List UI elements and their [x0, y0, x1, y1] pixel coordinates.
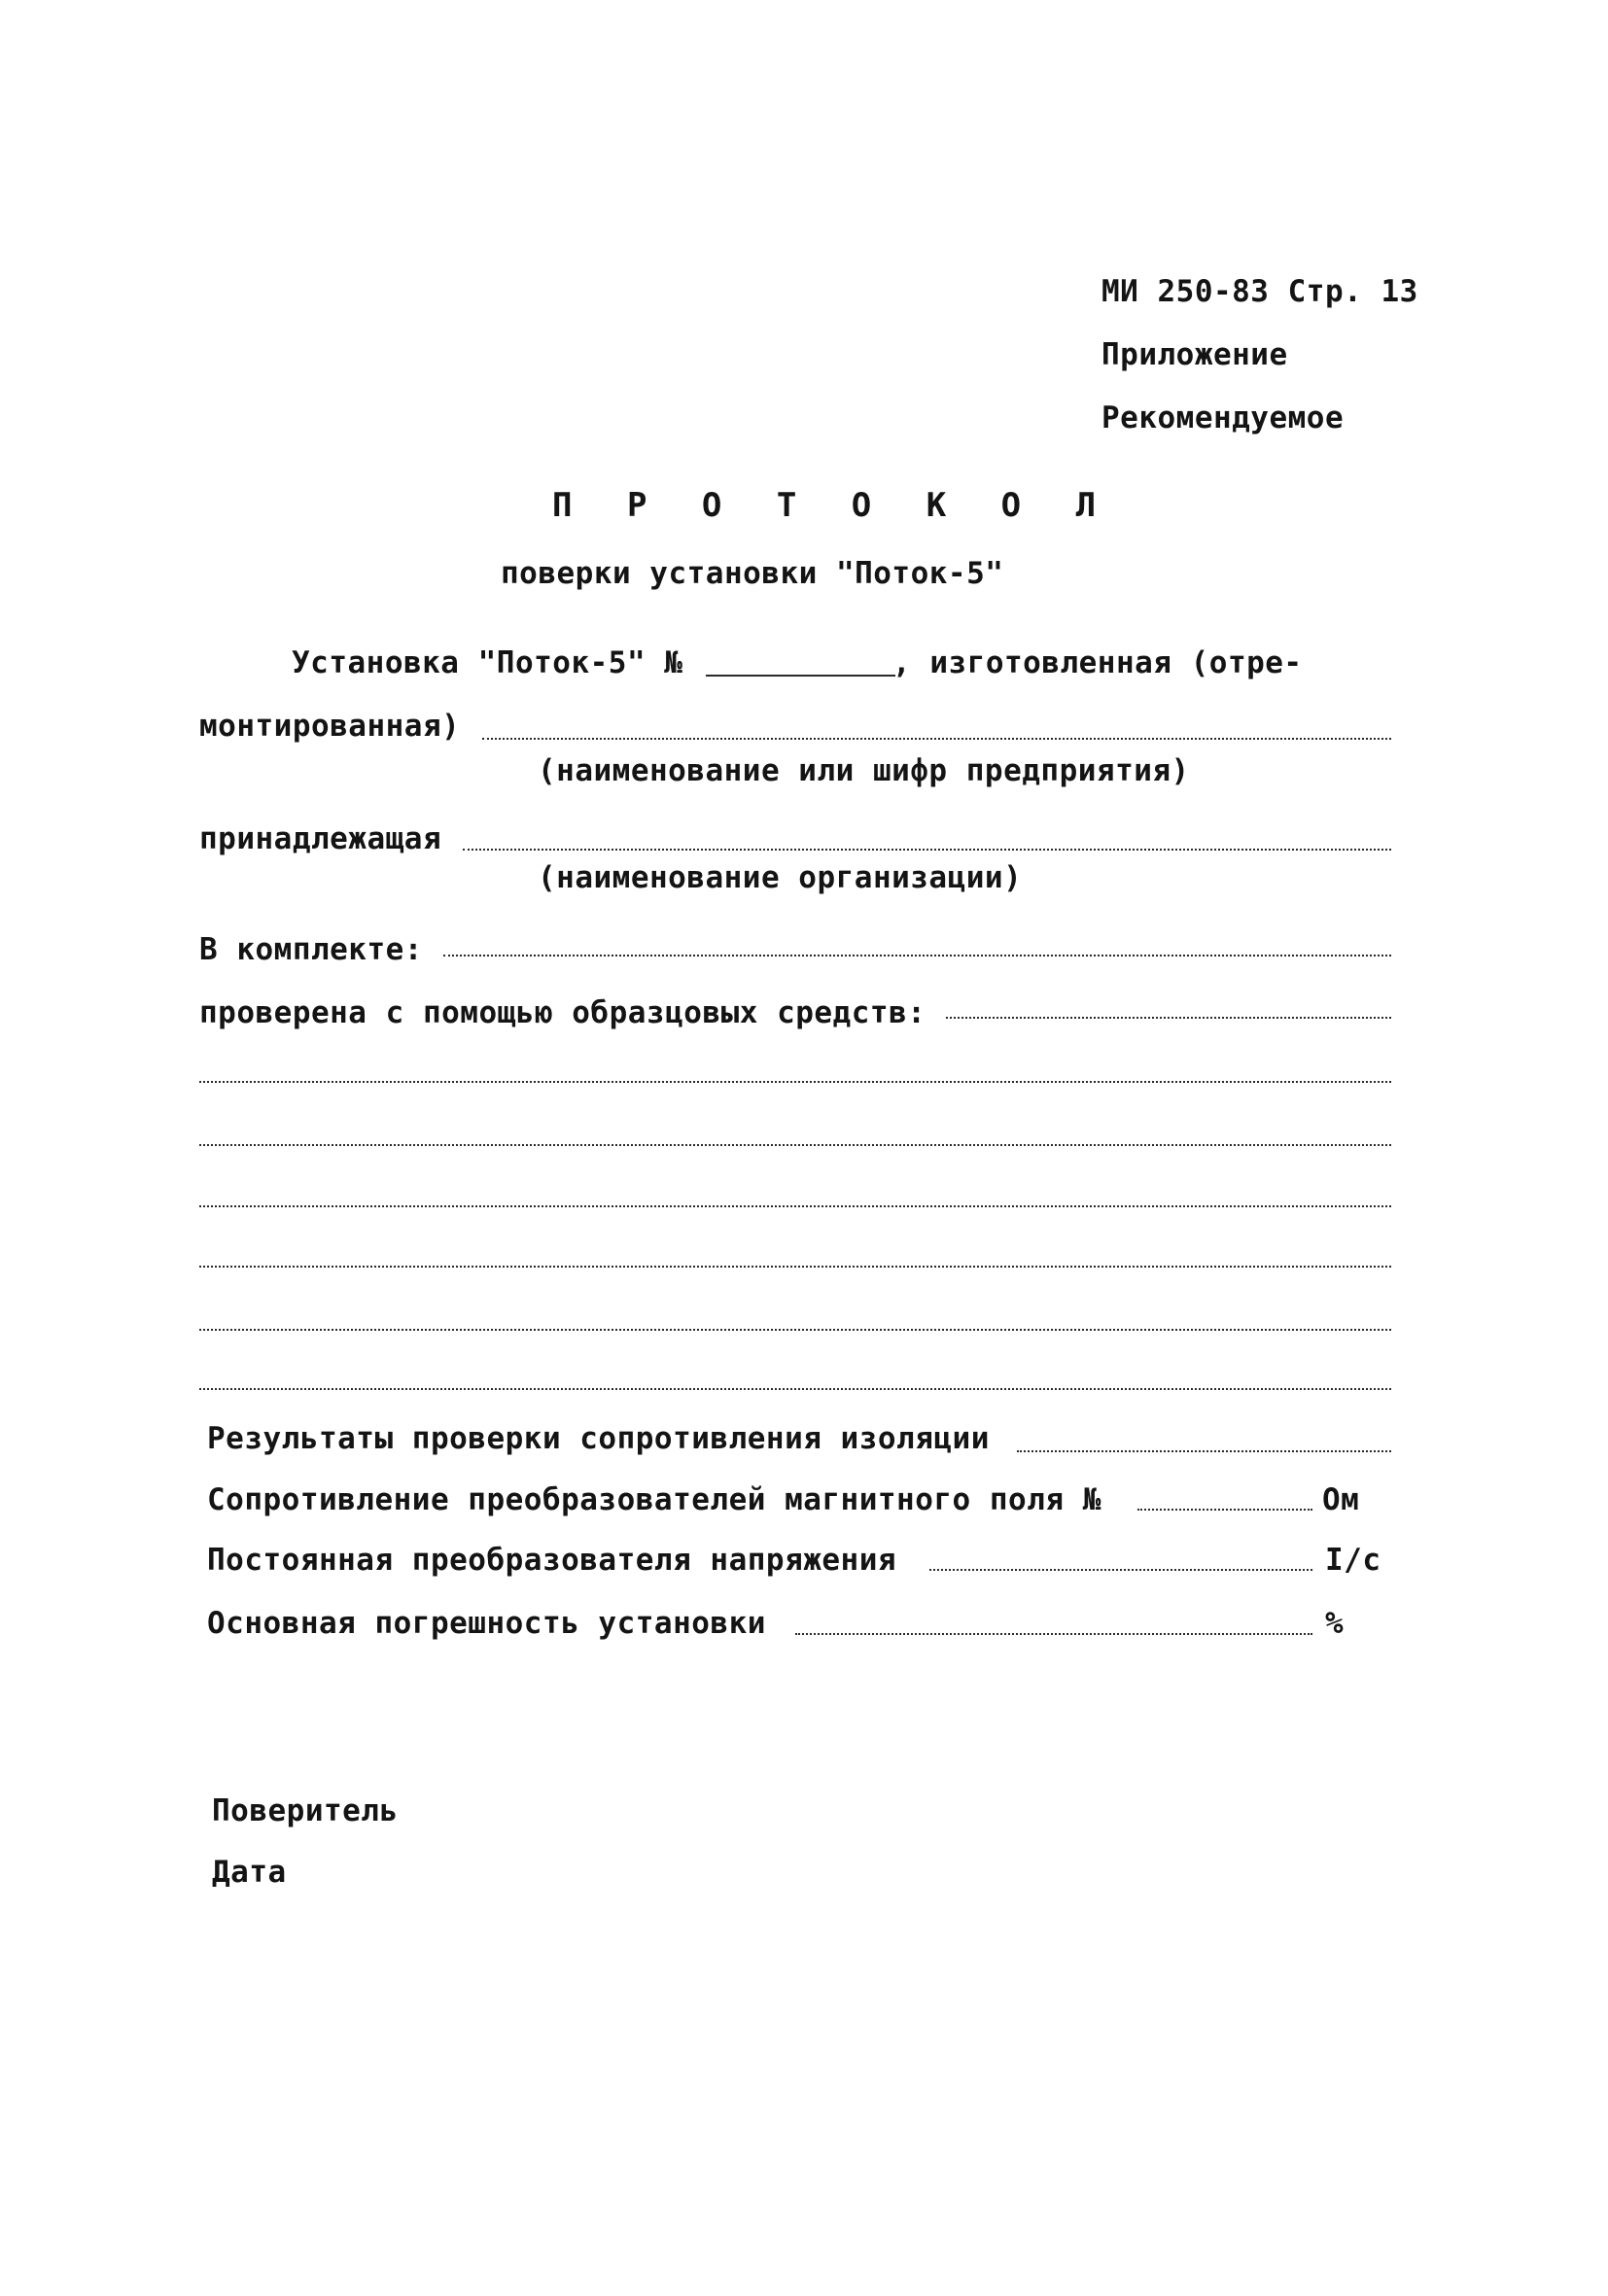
checked-field[interactable] — [946, 1017, 1391, 1019]
repaired-label: монтированная) — [199, 709, 461, 744]
blank-line[interactable] — [199, 1329, 1391, 1331]
constant-unit: I/c — [1325, 1543, 1381, 1578]
constant-label: Постоянная преобразователя напряжения — [207, 1543, 897, 1578]
enterprise-hint: (наименование или шифр предприятия) — [538, 753, 1190, 788]
document-title: П Р О Т О К О Л — [552, 486, 1114, 525]
resistance-unit: Ом — [1322, 1482, 1360, 1517]
status-label: Рекомендуемое — [1101, 400, 1345, 435]
blank-line[interactable] — [199, 1081, 1391, 1083]
checked-label: проверена с помощью образцовых средств: — [199, 995, 926, 1030]
enterprise-field[interactable] — [482, 738, 1391, 740]
blank-line[interactable] — [199, 1266, 1391, 1268]
verifier-label: Поверитель — [212, 1793, 399, 1828]
document-subtitle: поверки установки "Поток-5" — [501, 556, 1004, 591]
blank-line[interactable] — [199, 1144, 1391, 1146]
kit-label: В комплекте: — [199, 932, 423, 967]
error-label: Основная погрешность установки — [207, 1606, 766, 1641]
kit-field[interactable] — [443, 955, 1391, 957]
doc-reference: МИ 250-83 Стр. 13 — [1101, 274, 1418, 309]
constant-field[interactable] — [929, 1569, 1312, 1571]
insulation-label: Результаты проверки сопротивления изоляции — [207, 1421, 990, 1456]
appendix-label: Приложение — [1101, 337, 1288, 372]
organization-hint: (наименование организации) — [538, 860, 1023, 895]
unit-number-field[interactable] — [706, 675, 895, 677]
error-unit: % — [1325, 1606, 1345, 1641]
organization-field[interactable] — [463, 849, 1391, 851]
unit-prefix: Установка "Поток-5" № — [292, 645, 683, 680]
blank-line[interactable] — [199, 1388, 1391, 1390]
insulation-field[interactable] — [1017, 1450, 1391, 1452]
blank-line[interactable] — [199, 1205, 1391, 1207]
belonging-label: принадлежащая — [199, 821, 442, 856]
unit-suffix: , изготовленная (отре- — [892, 645, 1303, 680]
resistance-field[interactable] — [1137, 1509, 1312, 1511]
error-field[interactable] — [795, 1633, 1312, 1635]
date-label: Дата — [212, 1855, 287, 1890]
resistance-label: Сопротивление преобразователей магнитного поля № — [207, 1482, 1101, 1517]
